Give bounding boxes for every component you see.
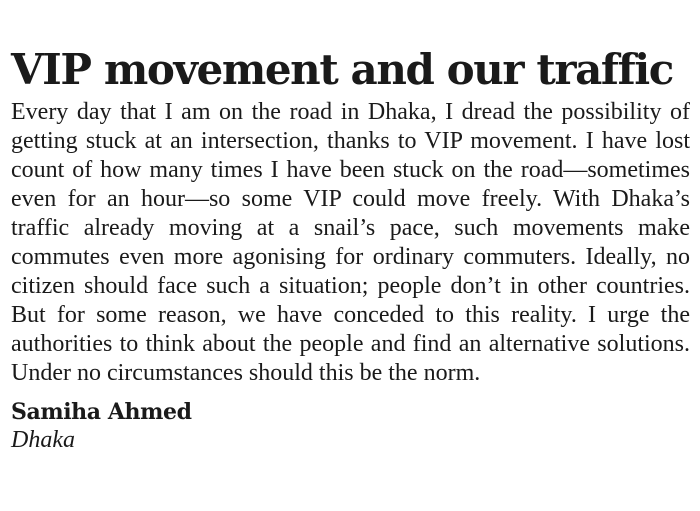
article-body: Every day that I am on the road in Dhaka, I dread the possibility of getting stuck at an intersection, thanks to VIP movement. I have lost count of how many times I have been stuck on the road—sometimes even for an hour—so some VIP could move freely. With Dhaka’s traffic already moving at a snail’s pace, such movements make commutes even more agonising for ordinary commuters. Ideally, no citizen should face such a situation; people don’t in other countries. But for some reason, we have conceded to this reality. I urge the authorities to think about the people and find an alternative solutions. Under no circumstances should this be the norm.: [11, 99, 690, 386]
signature-block: [11, 398, 690, 454]
author-location: Dhaka: [11, 427, 75, 453]
article-title: VIP movement and our traffic: [11, 45, 673, 94]
letter-article: [11, 44, 690, 454]
author-name: Samiha Ahmed: [11, 399, 192, 425]
